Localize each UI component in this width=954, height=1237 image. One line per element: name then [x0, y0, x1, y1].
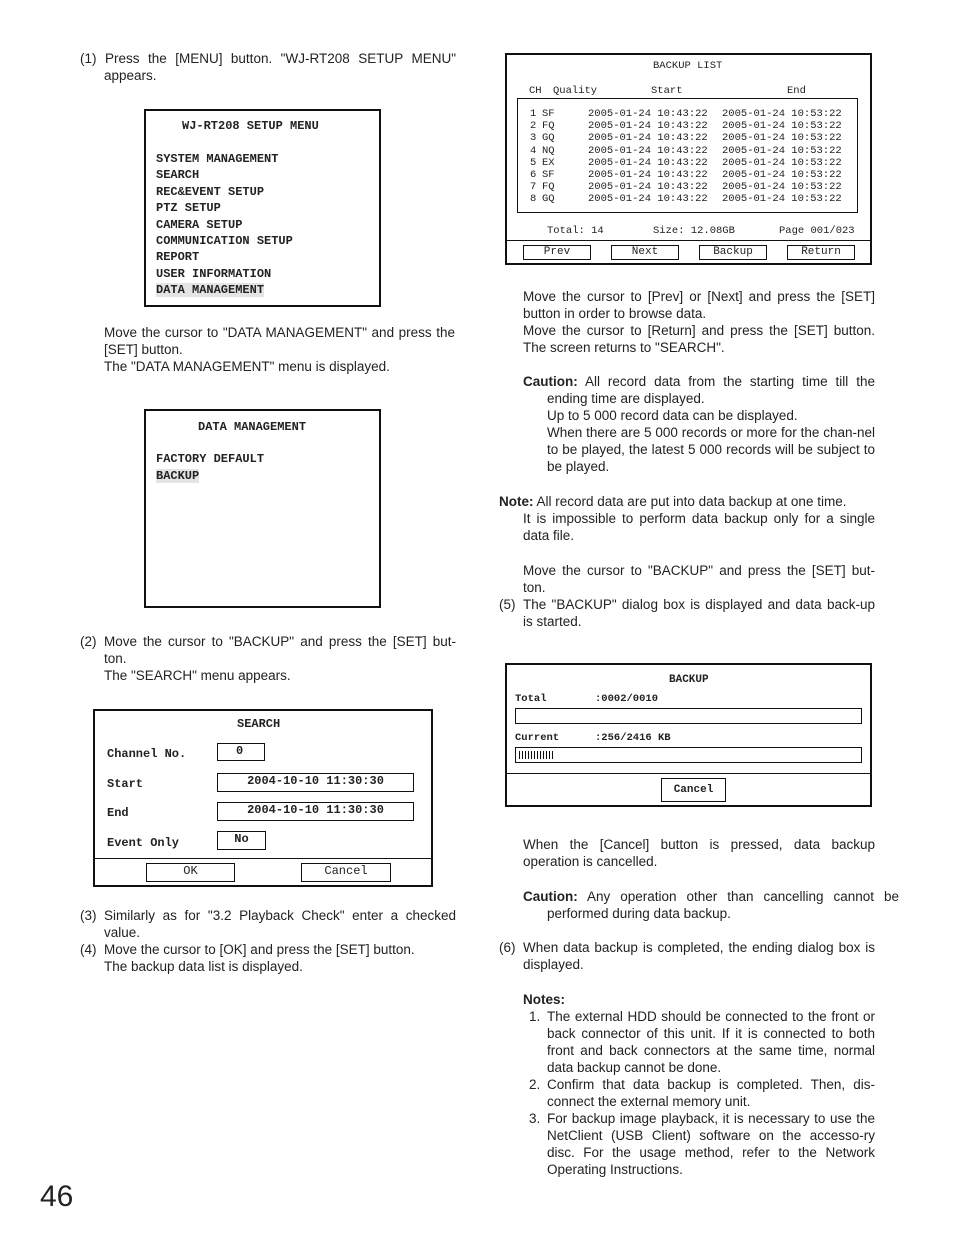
caution-1-text-a: All record data from the starting time till the ending time are displayed. — [547, 374, 875, 406]
total-value: :0002/0010 — [595, 693, 659, 705]
step-4-result: The backup data list is displayed. — [104, 959, 303, 974]
after-menu-text — [104, 324, 455, 375]
row-quality: GQ — [542, 193, 555, 206]
menu-item[interactable]: REC&EVENT SETUP — [156, 184, 265, 199]
row-end: 2005-01-24 10:53:22 — [722, 156, 842, 169]
note-item-2 — [523, 1076, 875, 1110]
channel-field[interactable] — [217, 743, 265, 761]
row-ch: 8 — [530, 193, 537, 206]
browse-instructions — [523, 288, 875, 356]
backup-cancel-button[interactable] — [661, 778, 726, 802]
return-label: Return — [801, 246, 841, 258]
total-label: Total — [515, 693, 547, 705]
after-menu-line-1: Move the cursor to "DATA MANAGEMENT" and press the [SET] button. — [104, 325, 455, 357]
backup-list-screen — [505, 53, 872, 265]
step-6-number: (6) — [499, 940, 516, 955]
end-value: 2004-10-10 11:30:30 — [247, 803, 384, 817]
step-4-text: Move the cursor to [OK] and press the [SET] button. — [104, 942, 415, 957]
cancel-label: Cancel — [324, 864, 368, 878]
note-text-b: It is impossible to perform data backup only for a single data file. — [523, 511, 875, 543]
caution-1-label: Caution: — [523, 374, 578, 389]
setup-menu-screen — [144, 109, 381, 307]
row-start: 2005-01-24 10:43:22 — [588, 120, 708, 133]
notes-heading: Notes: — [523, 992, 566, 1007]
search-title: SEARCH — [237, 717, 281, 731]
step-5-text: The "BACKUP" dialog box is displayed and data back-up is started. — [523, 597, 875, 629]
note-item-3-number: 3. — [529, 1111, 541, 1126]
step-5-number: (5) — [499, 597, 516, 612]
row-end: 2005-01-24 10:53:22 — [722, 193, 842, 206]
row-start: 2005-01-24 10:43:22 — [588, 169, 708, 181]
setup-menu-title: WJ-RT208 SETUP MENU — [182, 119, 319, 133]
note-item-1-text: The external HDD should be connected to the front or back connector of this unit. If it is connected to both front and back connectors at the same time, normal data backup cannot be done. — [547, 1009, 875, 1075]
menu-item[interactable]: DATA MANAGEMENT — [156, 283, 265, 298]
cancel-explanation: When the [Cancel] button is pressed, data backup operation is cancelled. — [523, 837, 875, 869]
row-quality: EX — [542, 156, 555, 169]
row-quality: FQ — [542, 120, 555, 133]
start-value: 2004-10-10 11:30:30 — [247, 774, 384, 788]
step-6-text: When data backup is completed, the ending dialog box is displayed. — [523, 940, 875, 972]
backup-list-divider — [507, 240, 870, 241]
row-quality: NQ — [542, 144, 555, 157]
note-item-2-number: 2. — [529, 1077, 541, 1092]
current-progress-fill — [519, 751, 555, 759]
total-progress-bar — [515, 708, 862, 724]
search-screen — [93, 709, 433, 887]
notes-list — [523, 1008, 875, 1178]
row-ch: 3 — [530, 132, 537, 145]
backup-list-table — [517, 98, 858, 213]
step-6 — [499, 939, 875, 973]
row-end: 2005-01-24 10:53:22 — [722, 169, 842, 181]
search-button-divider — [95, 858, 431, 859]
browse-text-1: Move the cursor to [Prev] or [Next] and press the [SET] button in order to browse data. — [523, 289, 875, 321]
row-quality: FQ — [542, 181, 555, 194]
start-field[interactable] — [217, 773, 414, 792]
menu-item[interactable]: SEARCH — [156, 168, 200, 183]
row-start: 2005-01-24 10:43:22 — [588, 156, 708, 169]
menu-item[interactable]: PTZ SETUP — [156, 201, 221, 216]
step-4-number: (4) — [80, 942, 97, 957]
row-ch: 7 — [530, 181, 537, 194]
menu-item[interactable]: REPORT — [156, 250, 200, 265]
caution-1 — [523, 373, 875, 475]
ok-button[interactable] — [146, 863, 235, 882]
caution-2-text: Any operation other than cancelling cannot be performed during data backup. — [547, 889, 899, 921]
row-start: 2005-01-24 10:43:22 — [588, 144, 708, 157]
step-2 — [80, 633, 456, 684]
row-ch: 5 — [530, 156, 537, 169]
backup-list-title: BACKUP LIST — [653, 60, 723, 72]
row-start: 2005-01-24 10:43:22 — [588, 181, 708, 194]
event-only-value: No — [234, 832, 249, 846]
current-value: :256/2416 KB — [595, 732, 671, 744]
caution-2 — [523, 888, 899, 922]
row-start: 2005-01-24 10:43:22 — [588, 108, 708, 120]
row-end: 2005-01-24 10:53:22 — [722, 181, 842, 194]
row-start: 2005-01-24 10:43:22 — [588, 132, 708, 145]
step-3-text: Similarly as for "3.2 Playback Check" enter a checked value. — [104, 908, 456, 940]
menu-item[interactable]: USER INFORMATION — [156, 266, 272, 281]
prev-label: Prev — [543, 246, 571, 258]
menu-item[interactable]: CAMERA SETUP — [156, 217, 243, 232]
step-4 — [80, 941, 456, 975]
note — [499, 493, 875, 544]
step-2-result: The "SEARCH" menu appears. — [104, 668, 291, 683]
start-label: Start — [107, 777, 144, 791]
list-total: Total: 14 — [547, 225, 604, 237]
step-3-number: (3) — [80, 908, 97, 923]
step-1-text: (1) Press the [MENU] button. "WJ-RT208 SETUP MENU" appears. — [80, 51, 456, 83]
next-label: Next — [631, 246, 659, 258]
row-end: 2005-01-24 10:53:22 — [722, 144, 842, 157]
note-item-3 — [523, 1110, 875, 1178]
list-size: Size: 12.08GB — [653, 225, 735, 237]
menu-item[interactable]: COMMUNICATION SETUP — [156, 234, 293, 248]
after-menu-line-2: The "DATA MANAGEMENT" menu is displayed. — [104, 359, 390, 374]
col-header-end: End — [787, 85, 806, 97]
end-label: End — [107, 806, 129, 820]
row-ch: 6 — [530, 169, 537, 181]
note-item-2-text: Confirm that data backup is completed. Then, dis-connect the external memory unit. — [547, 1077, 875, 1109]
caution-2-label: Caution: — [523, 889, 578, 904]
row-ch: 4 — [530, 144, 537, 157]
return-button[interactable] — [787, 245, 855, 260]
row-ch: 2 — [530, 120, 537, 133]
list-page: Page 001/023 — [779, 225, 855, 237]
channel-label: Channel No. — [107, 747, 187, 761]
backup-cancel-label: Cancel — [673, 784, 714, 796]
event-only-label: Event Only — [107, 836, 180, 850]
note-item-1 — [523, 1008, 875, 1076]
note-item-3-text: For backup image playback, it is necessary to use the NetClient (USB Client) software on the accesso-ry disc. For the usage method, refer to the Network Operating Instructions. — [547, 1111, 875, 1177]
prev-button[interactable] — [523, 245, 591, 260]
col-header-start: Start — [651, 85, 683, 97]
col-header-quality: Quality — [553, 85, 598, 97]
channel-value: 0 — [236, 744, 244, 758]
row-end: 2005-01-24 10:53:22 — [722, 132, 842, 145]
row-ch: 1 — [530, 108, 537, 120]
cancel-button[interactable] — [301, 863, 391, 882]
step-1 — [80, 50, 456, 84]
row-end: 2005-01-24 10:53:22 — [722, 120, 842, 133]
menu-item-factory-default[interactable]: FACTORY DEFAULT — [156, 452, 265, 466]
caution-1-text-c: When there are 5 000 records or more for the chan-nel to be played, the latest 5 000 records will be subject to be played. — [547, 425, 875, 474]
end-field[interactable] — [217, 802, 414, 821]
menu-item[interactable]: SYSTEM MANAGEMENT — [156, 152, 279, 166]
current-progress-bar — [515, 747, 862, 763]
backup-dialog — [505, 663, 872, 807]
step-3 — [80, 907, 456, 941]
event-only-field[interactable] — [217, 831, 266, 850]
step-2-text: Move the cursor to "BACKUP" and press the [SET] but-ton. — [104, 634, 456, 666]
backup-button[interactable] — [699, 245, 767, 260]
note-text-a: All record data are put into data backup at one time. — [536, 494, 847, 509]
current-label: Current — [515, 732, 560, 744]
backup-label: Backup — [713, 246, 753, 258]
menu-item-backup[interactable]: BACKUP — [156, 469, 200, 483]
step-2-number: (2) — [80, 634, 97, 649]
row-end: 2005-01-24 10:53:22 — [722, 108, 842, 120]
col-header-ch: CH — [529, 85, 542, 97]
browse-text-2: Move the cursor to [Return] and press the [SET] button. The screen returns to "SEARCH". — [523, 323, 875, 355]
row-quality: SF — [542, 169, 555, 181]
caution-1-text-b: Up to 5 000 record data can be displayed. — [547, 408, 798, 423]
row-quality: GQ — [542, 132, 555, 145]
step-5 — [499, 596, 875, 630]
data-management-screen — [144, 409, 381, 608]
backup-dialog-divider — [507, 773, 870, 774]
next-button[interactable] — [611, 245, 679, 260]
backup-dialog-title: BACKUP — [669, 674, 709, 686]
backup-instruction: Move the cursor to "BACKUP" and press the [SET] but-ton. — [523, 563, 875, 595]
page-number: 46 — [40, 1180, 74, 1213]
note-label: Note: — [499, 494, 534, 509]
ok-label: OK — [183, 864, 198, 878]
row-start: 2005-01-24 10:43:22 — [588, 193, 708, 206]
data-management-title: DATA MANAGEMENT — [198, 420, 307, 434]
row-quality: SF — [542, 108, 555, 120]
note-item-1-number: 1. — [529, 1009, 541, 1024]
